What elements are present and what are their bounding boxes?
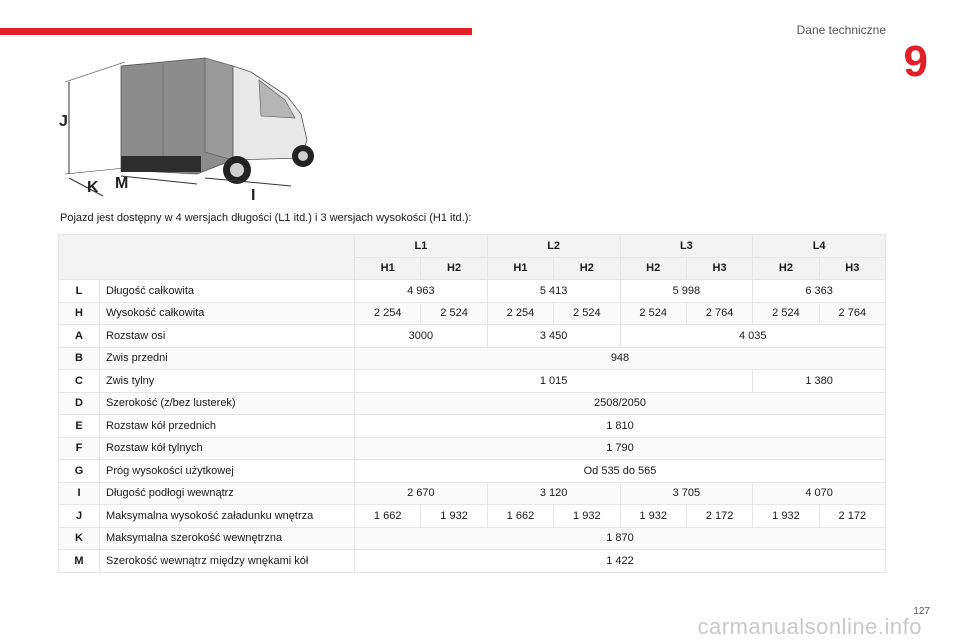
value-cell: 3 450 — [487, 325, 620, 348]
row-code: F — [59, 437, 100, 460]
table-row — [59, 347, 886, 370]
row-code: I — [59, 482, 100, 505]
row-label: Zwis przedni — [100, 347, 355, 370]
row-label: Wysokość całkowita — [100, 302, 355, 325]
row-label: Rozstaw kół przednich — [100, 415, 355, 438]
row-code: K — [59, 527, 100, 550]
section-title: Dane techniczne — [796, 23, 886, 37]
value-cell: 2 172 — [686, 505, 752, 528]
value-cell: Od 535 do 565 — [355, 460, 886, 483]
table-row — [59, 460, 886, 483]
height-header: H1 — [355, 257, 421, 280]
row-label: Szerokość wewnątrz między wnękami kół — [100, 550, 355, 573]
value-cell: 4 035 — [620, 325, 886, 348]
row-label: Zwis tylny — [100, 370, 355, 393]
height-header: H2 — [421, 257, 487, 280]
header-red-bar — [0, 28, 472, 35]
value-cell: 1 662 — [355, 505, 421, 528]
value-cell: 3000 — [355, 325, 488, 348]
value-cell: 1 932 — [620, 505, 686, 528]
row-code: G — [59, 460, 100, 483]
figure-label-m: M — [115, 175, 129, 192]
value-cell: 2 524 — [554, 302, 620, 325]
length-header: L4 — [753, 235, 886, 258]
dimensions-table — [58, 234, 886, 573]
table-row — [59, 527, 886, 550]
value-cell: 1 422 — [355, 550, 886, 573]
row-label: Szerokość (z/bez lusterek) — [100, 392, 355, 415]
table-row — [59, 505, 886, 528]
page-number: 127 — [913, 606, 930, 617]
height-header: H3 — [686, 257, 752, 280]
height-header: H2 — [620, 257, 686, 280]
height-header: H2 — [554, 257, 620, 280]
row-label: Rozstaw osi — [100, 325, 355, 348]
figure-label-i: I — [251, 187, 256, 202]
row-label: Długość podłogi wewnątrz — [100, 482, 355, 505]
intro-text: Pojazd jest dostępny w 4 wersjach długości (L1 itd.) i 3 wersjach wysokości (H1 itd.): — [60, 212, 472, 224]
value-cell: 2 670 — [355, 482, 488, 505]
row-code: C — [59, 370, 100, 393]
row-label: Maksymalna wysokość załadunku wnętrza — [100, 505, 355, 528]
watermark: carmanualsonline.info — [697, 614, 922, 639]
chapter-number: 9 — [903, 37, 928, 86]
table-row — [59, 370, 886, 393]
value-cell: 1 662 — [487, 505, 553, 528]
value-cell: 1 932 — [554, 505, 620, 528]
length-header: L1 — [355, 235, 488, 258]
row-code: D — [59, 392, 100, 415]
height-header: H1 — [487, 257, 553, 280]
value-cell: 5 413 — [487, 280, 620, 303]
row-code: M — [59, 550, 100, 573]
table-row — [59, 325, 886, 348]
value-cell: 2 524 — [753, 302, 819, 325]
height-header: H2 — [753, 257, 819, 280]
figure-label-j: J — [59, 113, 68, 130]
row-code: J — [59, 505, 100, 528]
table-header-lengths — [59, 235, 886, 258]
value-cell: 1 015 — [355, 370, 753, 393]
value-cell: 4 963 — [355, 280, 488, 303]
row-code: L — [59, 280, 100, 303]
row-code: E — [59, 415, 100, 438]
van-dimension-illustration — [55, 52, 325, 202]
value-cell: 2 254 — [355, 302, 421, 325]
header-blank-cell — [59, 235, 355, 280]
table-row — [59, 280, 886, 303]
value-cell: 5 998 — [620, 280, 753, 303]
value-cell: 1 932 — [421, 505, 487, 528]
table-row — [59, 392, 886, 415]
value-cell: 1 380 — [753, 370, 886, 393]
value-cell: 2 524 — [421, 302, 487, 325]
value-cell: 2 254 — [487, 302, 553, 325]
value-cell: 1 870 — [355, 527, 886, 550]
row-label: Długość całkowita — [100, 280, 355, 303]
value-cell: 2 524 — [620, 302, 686, 325]
table-row — [59, 437, 886, 460]
value-cell: 2 764 — [686, 302, 752, 325]
row-code: A — [59, 325, 100, 348]
row-label: Rozstaw kół tylnych — [100, 437, 355, 460]
value-cell: 3 705 — [620, 482, 753, 505]
row-code: H — [59, 302, 100, 325]
table-row — [59, 302, 886, 325]
value-cell: 1 810 — [355, 415, 886, 438]
value-cell: 948 — [355, 347, 886, 370]
value-cell: 6 363 — [753, 280, 886, 303]
value-cell: 2508/2050 — [355, 392, 886, 415]
value-cell: 3 120 — [487, 482, 620, 505]
value-cell: 1 790 — [355, 437, 886, 460]
value-cell: 2 172 — [819, 505, 885, 528]
row-label: Maksymalna szerokość wewnętrzna — [100, 527, 355, 550]
height-header: H3 — [819, 257, 885, 280]
table-row — [59, 415, 886, 438]
row-code: B — [59, 347, 100, 370]
value-cell: 1 932 — [753, 505, 819, 528]
length-header: L3 — [620, 235, 753, 258]
length-header: L2 — [487, 235, 620, 258]
table-row — [59, 550, 886, 573]
value-cell: 4 070 — [753, 482, 886, 505]
row-label: Próg wysokości użytkowej — [100, 460, 355, 483]
figure-label-k: K — [87, 179, 99, 196]
table-row — [59, 482, 886, 505]
value-cell: 2 764 — [819, 302, 885, 325]
